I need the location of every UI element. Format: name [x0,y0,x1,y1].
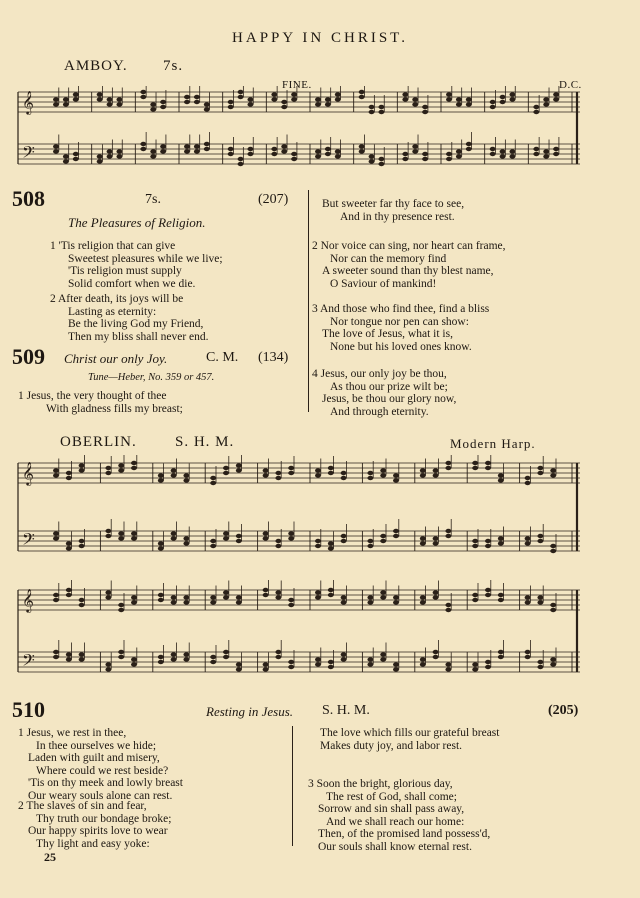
tune2-name: OBERLIN. [60,434,137,450]
hymn-510-ref: (205) [548,703,579,718]
hymn-509-stanza-1a: 1 Jesus, the very thought of thee With gladness fills my breast; [18,390,183,415]
hymn-509-title: Christ our only Joy. [64,351,168,366]
hymn-510-stanza-3: 3 Soon the bright, glorious day, The rest of God, shall come; Sorrow and sin shall pass away, And we shall reach our home: Then, of the promised land possess'd, Our souls shall know eternal rest. [308,778,491,853]
page-number: 25 [44,850,56,864]
tune1-name: AMBOY. [64,58,128,74]
hymn-509-tune-line: Tune—Heber, No. 359 or 457. [88,372,215,383]
page-header: HAPPY IN CHRIST. [232,30,408,46]
svg-text:𝄞: 𝄞 [22,588,34,612]
hymn-509-ref: (134) [258,350,289,365]
hymn-509-meter: C. M. [206,350,239,365]
tune1-dc: D.C. [559,79,582,91]
hymn-508-meter: 7s. [145,192,161,207]
hymn-510-meter: S. H. M. [322,703,370,718]
hymn-509-stanza-2: 2 Nor voice can sing, nor heart can frame, Nor can the memory find A sweeter sound than thy blest name, O Saviour of mankind! [312,240,506,290]
svg-text:𝄢: 𝄢 [22,142,35,166]
hymn-510-title: Resting in Jesus. [206,704,294,719]
tune1-meter: 7s. [163,58,184,74]
tune1-fine: FINE. [282,79,312,91]
svg-text:𝄞: 𝄞 [22,461,34,485]
svg-text:𝄢: 𝄢 [22,529,35,553]
hymn-510-stanza-2a: 2 The slaves of sin and fear, Thy truth our bondage broke; Our happy spirits love to wear Thy light and easy yoke: [18,800,172,850]
hymn-508-stanza-1: 1 'Tis religion that can give Sweetest pleasures while we live; 'Tis religion must supply Solid comfort when we die. [50,240,223,290]
hymn-510-stanza-2b: The love which fills our grateful breast Makes duty joy, and labor rest. [320,727,500,752]
svg-text:𝄢: 𝄢 [22,650,35,674]
hymn-509-stanza-3: 3 And those who find thee, find a bliss Nor tongue nor pen can show: The love of Jesus, what it is, None but his loved ones know. [312,303,490,353]
tune2-source: Modern Harp. [450,436,536,451]
hymn-509-stanza-1b: But sweeter far thy face to see, And in thy presence rest. [322,198,465,223]
music-system-amboy [14,86,586,171]
music-system-oberlin-1 [14,455,586,567]
column-divider-2 [292,726,293,846]
hymn-508-number: 508 [12,186,45,211]
column-divider [308,190,309,412]
hymn-508-title: The Pleasures of Religion. [68,215,206,230]
hymn-510-number: 510 [12,697,45,722]
hymn-509-number: 509 [12,344,45,369]
tune2-meter: S. H. M. [175,434,235,450]
hymn-508-ref: (207) [258,192,289,207]
hymn-510-stanza-1: 1 Jesus, we rest in thee, In thee ourselves we hide; Laden with guilt and misery, Where could we rest beside? 'Tis on thy meek and lowly breast Our weary souls alone can rest. [18,727,183,802]
svg-text:𝄞: 𝄞 [22,90,34,114]
hymn-508-stanza-2: 2 After death, its joys will be Lasting as eternity: Be the living God my Friend, Then my bliss shall never end. [50,293,209,343]
music-system-oberlin-2 [14,580,586,690]
hymn-509-stanza-4: 4 Jesus, our only joy be thou, As thou our prize wilt be; Jesus, be thou our glory now, And through eternity. [312,368,457,418]
